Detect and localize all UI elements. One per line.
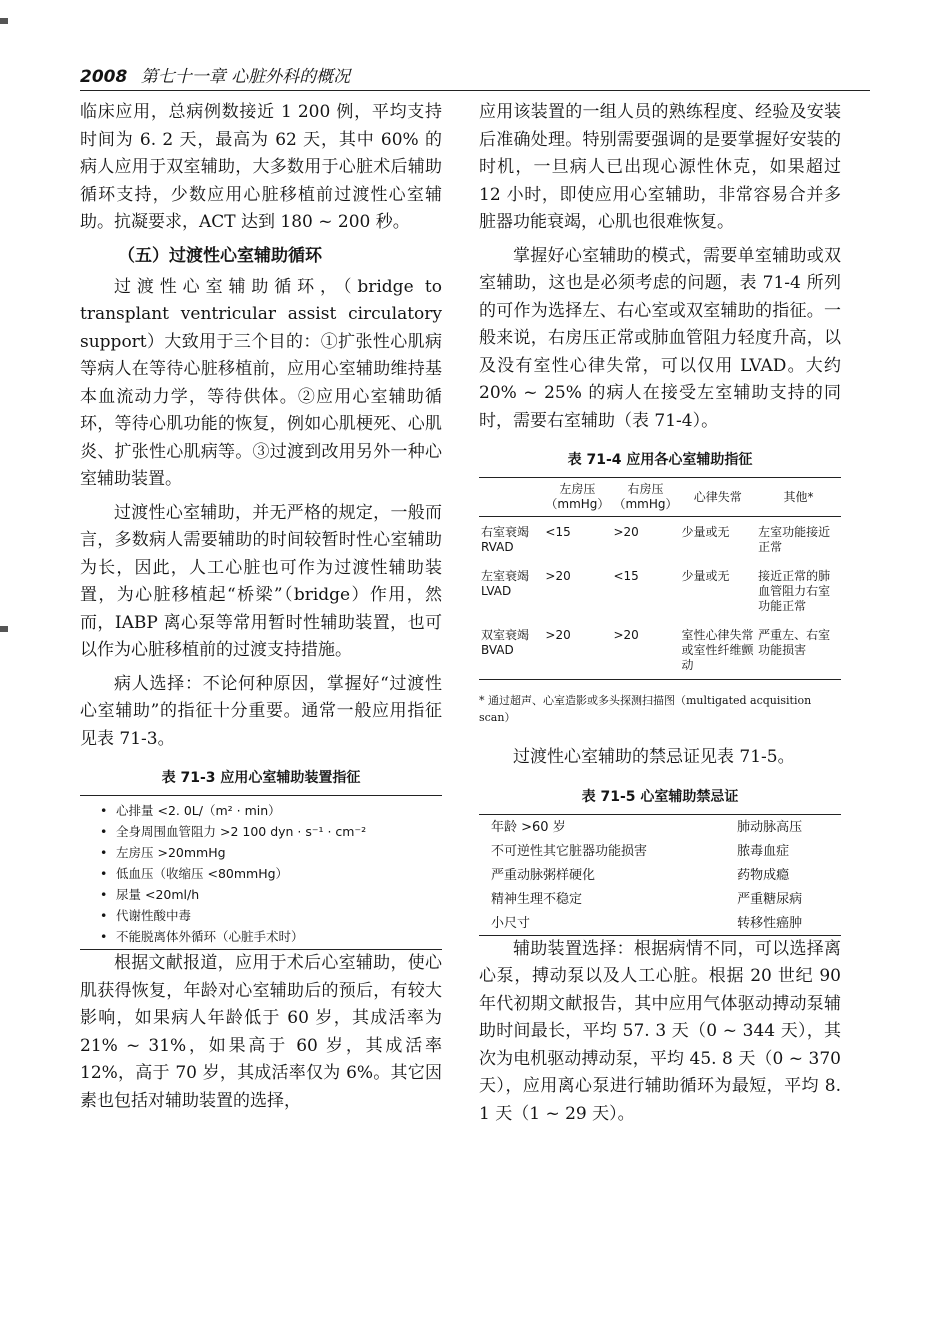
left-column	[80, 99, 442, 1121]
paragraph: 临床应用，总病例数接近 1 200 例，平均支持时间为 6. 2 天，最高为 62 天，其中 60% 的病人应用于双室辅助，大多数用于心脏术后辅助循环支持，少数应用心脏移植前过渡性心室辅助。抗凝要求，ACT 达到 180 ~ 200 秒。	[80, 102, 442, 232]
list-item: • 全身周围血管阻力 >2 100 dyn · s⁻¹ · cm⁻²	[100, 821, 442, 842]
right-column	[479, 99, 841, 1134]
table-cell: 少量或无	[681, 525, 730, 539]
table-cell: 接近正常的肺血管阻力右室功能正常	[758, 569, 831, 613]
paragraph: 根据文献报道，应用于术后心室辅助，使心肌获得恢复，年龄对心室辅助后的预后，有较大影响，如果病人年龄低于 60 岁，其成活率为 21% ~ 31%，如果高于 60 岁，其成活率 12%，高于 70 岁，其成活率仅为 6%。其它因素也包括对辅助装置的选择，	[80, 953, 442, 1111]
header-rule	[80, 90, 870, 91]
table-row	[479, 863, 841, 887]
table-header: 右房压 （mmHg）	[611, 478, 679, 517]
table-cell: 脓毒血症	[737, 843, 790, 859]
indication-table-71-4	[479, 477, 841, 680]
indication-table-71-3	[80, 795, 442, 950]
table-row	[479, 839, 841, 863]
table-header: 心律失常	[679, 478, 756, 517]
table-cell: 双室衰竭 BVAD	[481, 628, 530, 657]
table-cell: 严重糖尿病	[737, 891, 803, 907]
list-item: • 心排量 <2. 0L/（m² · min）	[100, 800, 442, 821]
paragraph: 过渡性心室辅助的禁忌证见表 71-5。	[513, 747, 795, 767]
table-caption: 表 71-4 应用各心室辅助指征	[567, 452, 753, 468]
table-cell: >20	[545, 628, 571, 642]
scan-edge-mark	[0, 18, 8, 24]
paragraph: 应用该装置的一组人员的熟练程度、经验及安装后准确处理。特别需要强调的是要掌握好安装的时机，一旦病人已出现心源性休克，如果超过 12 小时，即使应用心室辅助，非常容易合并多脏器功能衰竭，心肌也很难恢复。	[479, 102, 841, 232]
list-item: • 不能脱离体外循环（心脏手术时）	[100, 926, 442, 947]
table-header: 其他*	[756, 478, 841, 517]
paragraph: 掌握好心室辅助的模式，需要单室辅助或双室辅助，这也是必须考虑的问题，表 71-4 所列的可作为选择左、右心室或双室辅助的指征。一般来说，右房压正常或肺血管阻力轻度升高，以及没有室性心律失常，可以仅用 LVAD。大约 20% ~ 25% 的病人在接受左室辅助支持的同时，需要右室辅助（表 71-4）。	[479, 245, 841, 431]
paragraph: 病人选择：不论何种原因，掌握好“过渡性心室辅助”的指征十分重要。通常一般应用指征见表 71-3。	[80, 673, 442, 749]
list-item: • 代谢性酸中毒	[100, 905, 442, 926]
table-cell: 转移性癌肿	[737, 915, 803, 931]
paragraph: 辅助装置选择：根据病情不同，可以选择离心泵，搏动泵以及人工心脏。根据 20 世纪 90 年代初期文献报告，其中应用气体驱动搏动泵辅助时间最长，平均 57. 3 天（0 ~ 344 天），其次为电机驱动搏动泵，平均 45. 8 天（0 ~ 370 天），应用离心泵进行辅助循环为最短，平均 8. 1 天（1 ~ 29 天）。	[479, 938, 841, 1124]
table-cell: <15	[545, 525, 571, 539]
table-header: 左房压 （mmHg）	[543, 478, 611, 517]
scan-edge-mark	[0, 626, 8, 632]
running-header	[80, 62, 350, 87]
table-cell: >20	[545, 569, 571, 583]
table-cell: >20	[613, 628, 639, 642]
table-cell: 不可逆性其它脏器功能损害	[491, 843, 648, 859]
table-cell: 左室功能接近正常	[758, 525, 831, 554]
page-number: 2008	[80, 67, 128, 87]
table-cell: 左室衰竭 LVAD	[481, 569, 530, 598]
table-cell: 肺动脉高压	[737, 819, 803, 835]
table-row	[479, 561, 841, 620]
table-row	[479, 620, 841, 680]
table-footnote: * 通过超声、心室造影或多头探测扫描图（multigated acquisition scan）	[479, 694, 812, 724]
list-item: • 左房压 >20mmHg	[100, 842, 442, 863]
chapter-title: 第七十一章 心脏外科的概况	[140, 67, 351, 87]
table-cell: 右室衰竭 RVAD	[481, 525, 530, 554]
table-header	[479, 478, 543, 517]
table-caption: 表 71-3 应用心室辅助装置指征	[161, 770, 361, 786]
list-item: • 低血压（收缩压 <80mmHg）	[100, 863, 442, 884]
list-item: • 尿量 <20ml/h	[100, 884, 442, 905]
table-row	[479, 887, 841, 911]
table-cell: >20	[613, 525, 639, 539]
table-row	[479, 814, 841, 839]
table-cell: 年龄 >60 岁	[491, 819, 566, 835]
table-cell: 室性心律失常或室性纤维颤动	[681, 628, 754, 672]
table-cell: <15	[613, 569, 639, 583]
paragraph: 过渡性心室辅助循环，（bridge to transplant ventricular assist circulatory support）大致用于三个目的：①扩张性心肌病等病人在等待心脏移植前，应用心室辅助维持基本血流动力学，等待供体。②应用心室辅助循环，等待心肌功能的恢复，例如心肌梗死、心肌炎、扩张性心肌病等。③过渡到改用另外一种心室辅助装置。	[80, 276, 442, 489]
table-cell: 药物成瘾	[737, 867, 790, 883]
table-cell: 少量或无	[681, 569, 730, 583]
paragraph: 过渡性心室辅助，并无严格的规定，一般而言，多数病人需要辅助的时间较暂时性心室辅助为长，因此，人工心脏也可作为过渡性辅助装置，为心脏移植起“桥梁”（bridge）作用，然而，IABP 离心泵等常用暂时性辅助装置，也可以作为心脏移植前的过渡支持措施。	[80, 502, 442, 660]
table-caption: 表 71-5 心室辅助禁忌证	[581, 788, 739, 805]
table-cell: 精神生理不稳定	[491, 891, 583, 907]
table-cell: 小尺寸	[491, 915, 531, 931]
table-row	[479, 911, 841, 936]
contraindication-table-71-5	[479, 814, 841, 936]
table-row	[479, 517, 841, 562]
table-cell: 严重左、右室功能损害	[758, 628, 831, 657]
table-cell: 严重动脉粥样硬化	[491, 867, 596, 883]
section-heading: （五）过渡性心室辅助循环	[118, 245, 322, 266]
